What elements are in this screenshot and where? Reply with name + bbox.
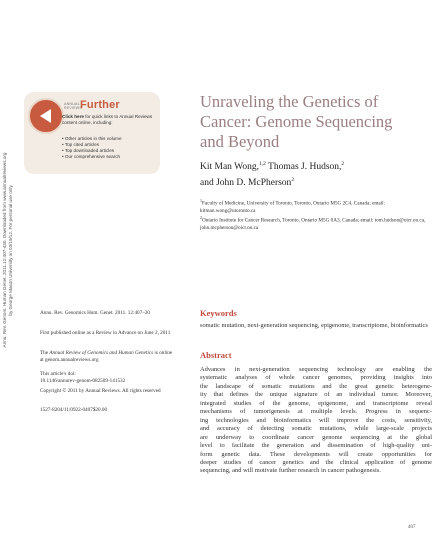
abstract-text bbox=[200, 366, 432, 476]
further-link-other-articles[interactable]: • Other articles in this volume bbox=[62, 136, 158, 142]
affiliation-1 bbox=[200, 198, 430, 214]
abstract-line: sequencing, and will motivate further research in cancer pathogenesis. bbox=[200, 467, 381, 475]
abstract-line: ity that defines the unique signature of an individual tumor. Moreover, bbox=[200, 391, 432, 399]
abstract-line: integrated studies of the genome, epigenome, and transcriptome reveal bbox=[200, 399, 432, 407]
author-3: and John D. McPherson bbox=[200, 178, 292, 189]
publication-note: First published online as a Review in Advance on June 2, 2011 bbox=[40, 330, 171, 336]
further-blurb-text: for quick links to Annual Reviews content online, including: bbox=[62, 114, 153, 125]
copyright: Copyright © 2011 by Annual Reviews. All rights reserved bbox=[40, 388, 161, 394]
abstract-line: systematic analyses of whole cancer genomes, providing insights into bbox=[200, 374, 432, 382]
annual-reviews-further-panel[interactable] bbox=[24, 92, 160, 174]
annual-reviews-logo-text: ANNUAL REVIEWS bbox=[64, 102, 82, 110]
side-note-line1: Annu. Rev. Genom. Human Genet. 2011.12:407-430. Downloaded from www.annualreviews.org bbox=[2, 152, 7, 348]
abstract-heading: Abstract bbox=[200, 350, 232, 360]
further-link-top-downloaded[interactable]: • Top downloaded articles bbox=[62, 148, 158, 154]
abstract-line: form genetic data. These developments will create opportunities for bbox=[200, 450, 432, 458]
affiliation-2-marker: 2 bbox=[200, 215, 202, 220]
doi-label: This article's doi: bbox=[40, 371, 76, 377]
back-arrow-icon[interactable] bbox=[28, 98, 64, 134]
affiliation-2-text: Ontario Institute for Cancer Research, Toronto, Ontario M5G 0A3, Canada; email: tom.hudson@oicr.on.ca, john.mcpherson@oicr.on.ca bbox=[200, 217, 426, 231]
issn: 1527-8204/11/0922-0407$20.00 bbox=[40, 407, 108, 413]
journal-note-pre: The bbox=[40, 350, 50, 356]
abstract-line: deeper studies of cancer genetics and the clinical application of genome bbox=[200, 458, 432, 466]
download-side-note bbox=[0, 130, 16, 370]
journal-name: Annual Review of Genomics and Human Genetics bbox=[49, 350, 154, 356]
keywords-heading: Keywords bbox=[200, 308, 237, 318]
further-link-search[interactable]: • Our comprehensive search bbox=[62, 154, 158, 160]
page-number: 407 bbox=[408, 525, 416, 530]
author-2: Thomas J. Hudson, bbox=[265, 162, 342, 173]
author-1: Kit Man Wong, bbox=[200, 162, 259, 173]
click-here-link[interactable]: Click here bbox=[62, 114, 84, 119]
further-link-top-cited[interactable]: • Top cited articles bbox=[62, 142, 158, 148]
journal-note bbox=[40, 350, 175, 364]
article-title: Unraveling the Genetics of Cancer: Genome Sequencing and Beyond bbox=[200, 92, 393, 151]
author-1-affil: 1,2 bbox=[258, 161, 266, 167]
side-note-line2: by George Mason University on 03/19/12. For personal use only. bbox=[8, 184, 13, 316]
abstract-line: ing technologies and bioinformatics will improve the costs, sensitivity, bbox=[200, 416, 432, 424]
abstract-line: mechanisms of tumorigenesis at multiple levels. Progress in sequenc- bbox=[200, 408, 432, 416]
author-2-affil: 2 bbox=[341, 161, 345, 167]
abstract-line: are underway to coordinate cancer genome sequencing at the global bbox=[200, 433, 432, 441]
affiliation-1-text: Faculty of Medicine, University of Toronto, Toronto, Ontario M5G 2C4, Canada; email: kitman.wong@utoronto.ca bbox=[200, 200, 386, 214]
affiliation-1-marker: 1 bbox=[200, 198, 202, 203]
doi-block bbox=[40, 371, 175, 385]
abstract-line: level to facilitate the generation and dissemination of high-quality uni- bbox=[200, 442, 432, 450]
abstract-line: the landscape of somatic mutations and the great genetic heterogene- bbox=[200, 382, 432, 390]
journal-note-post: is online at genom.annualreviews.org bbox=[40, 350, 173, 363]
further-logo-text: Further bbox=[80, 99, 120, 111]
author-3-affil: 2 bbox=[291, 177, 295, 184]
affiliation-2 bbox=[200, 215, 430, 231]
abstract-line: Advances in next-generation sequencing technology are enabling the bbox=[200, 366, 432, 373]
keywords-text: somatic mutation, next-generation sequencing, epigenome, transcriptome, bioinformatics bbox=[200, 322, 428, 329]
further-link-list bbox=[62, 136, 158, 160]
further-blurb bbox=[62, 114, 156, 126]
doi-value[interactable]: 10.1146/annurev-genom-082509-141532 bbox=[40, 377, 126, 384]
author-list bbox=[200, 158, 430, 190]
citation: Annu. Rev. Genomics Hum. Genet. 2011. 12:407–30 bbox=[40, 310, 150, 316]
abstract-line: and accuracy of detecting somatic mutations, while large-scale projects bbox=[200, 425, 432, 433]
